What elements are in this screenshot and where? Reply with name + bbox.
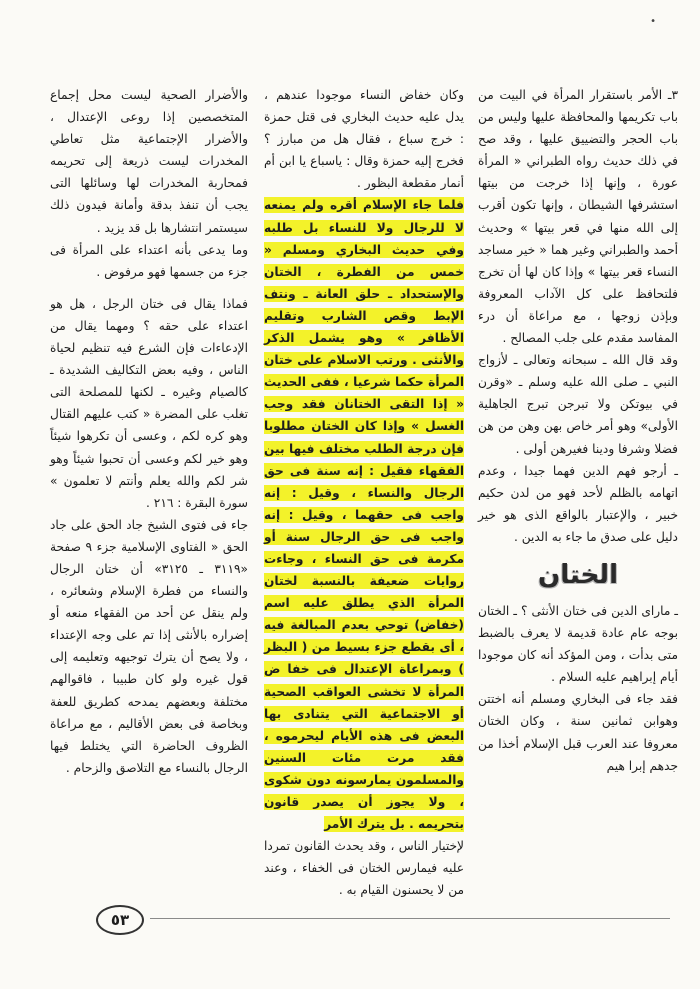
yellow-highlight: فلما جاء الإسلام أقره ولم يمنعه لا للرجال ولا للنساء بل طلبه وفي حديث البخاري ومسلم « خمس من الفطرة ، الختان والإستحداد ـ حلق العانة ـ ونتف الإبط وقص الشارب وتقليم الأظافر » وهو يشمل الذكر والأنثى . ورتب الاسلام على ختان المرأة حكما شرعيا ، ففى الحديث « إذا التقى الختانان فقد وجب الغسل » وإذا كان الختان مطلوبا فإن درجة الطلب مختلف فيها بين الفقهاء فقيل : إنه سنة فى حق الرجال والنساء ، وقيل : إنه واجب فى حقهما ، وقيل : إنه واجب فى حق الرجال سنة أو مكرمة فى حق النساء ، وجاءت روايات ضعيفة بالنسبة لختان المرأة الذي يطلق عليه اسم (خفاض) توحي بعدم المبالغة فيه ، أى بقطع جزء بسيط من ( البظر ) وبمراعاة الإعتدال فى خفا ض المرأة لا تخشى العواقب الصحية أو الاجتماعية التي يتنادى بها البعض فى هذه الأيام ليحرموه ، فقد مرت مئات السنين والمسلمون يمارسونه دون شكوى ، ولا يجوز أن يصدر قانون بتحريمه . بل يترك الأمر: [264, 198, 464, 832]
paragraph: ٣ـ الأمر باستقرار المرأة في البيت من باب تكريمها والمحافظة عليها وليس من باب الحجر والتضييق عليها ، وقد صح في ذلك حديث رواه الطبراني « المرأة عورة ، وإنها إذا خرجت من بيتها استشرفها الشيطان ، وإنها تكون أقرب إلى الله منها في قعر بيتها » وحديث أحمد والطبراني وغير هما « خير مساجد النساء قعر بيتها » وإذا كان لها أن تخرج فلتحافظ على كل الآداب المعروفة وبإذن زوجها ، مع مراعاة أن درء المفاسد مقدم على جلب المصالح .: [478, 88, 678, 346]
middle-column: [264, 84, 464, 901]
paragraph-gap: [50, 283, 248, 293]
left-column: [50, 84, 248, 779]
section-heading: الختان: [538, 559, 618, 590]
paragraph: فماذا يقال فى ختان الرجل ، هل هو اعتداء على حقه ؟ ومهما يقال من الإدعاءات فإن الشرع فيه تنظيم لحياة الناس ، وفيه بعض التكاليف الشديدة ـ كالصيام وغيره ـ لكنها للمصلحة التى تغلب على المضرة « كتب عليهم القتال وهو كره لكم ، وعسى أن تكرهوا شيئاً وهو خير لكم وعسى أن تحبوا شيئاً وهو شر لكم والله يعلم وأنتم لا تعلمون » سورة البقرة : ٢١٦ .: [50, 296, 248, 510]
paragraph: ـ ماراى الدين فى ختان الأنثى ؟ ـ الختان بوجه عام عادة قديمة لا يعرف بالضبط متى بدأت ، ومن المؤكد أنه كان موجودا أيام إبراهيم عليه السلام .: [478, 603, 678, 685]
highlighted-passage: [264, 194, 464, 835]
paragraph: ـ أرجو فهم الدين فهما جيدا ، وعدم اتهامه بالظلم لأحد فهو من لدن حكيم خبير ، والإعتبار بالواقع الذى هو خير دليل على صدق ما جاء به الدين .: [478, 463, 678, 544]
paragraph: وقد قال الله ـ سبحانه وتعالى ـ لأزواج النبي ـ صلى الله عليه وسلم ـ «وقرن في بيوتكن ولا تبرجن تبرج الجاهلية الأولى» وهو أمر خاص بهن وهن من هن فضلا وشرفا ودينا فغيرهن أولى .: [478, 353, 678, 456]
page-number: ٥٣: [96, 905, 144, 935]
corner-mark: •: [650, 16, 656, 27]
paragraph: فقد جاء فى البخاري ومسلم أنه اختتن وهوابن ثمانين سنة ، وكان الختان معروفا عند العرب قبل الإسلام أخذا من جدهم إبرا هيم: [478, 692, 678, 773]
paragraph: لإختيار الناس ، وقد يحدث القانون تمردا عليه فيمارس الختان فى الخفاء ، وعند من لا يحسنون القيام به .: [264, 839, 464, 898]
paragraph: جاء فى فتوى الشيخ جاد الحق على جاد الحق « الفتاوى الإسلامية جزء ٩ صفحة «٣١١٩ ـ ٣١٢٥» أن ختان الرجال والنساء من فطرة الإسلام وشعائره ، ولم ينقل عن أحد من الفقهاء منعه أو إضراره بالأنثى إذا تم على وجه الإعتداء ، ولا يصح أن يترك توجيهه وتعليمه إلى قول غيره ولو كان طبيبا ، فاقوالهم مختلفة وبعضهم يمدحه كطريق للعفة وبخاصة فى بعض الأقاليم ، مع مراعاة الظروف الحاضرة التي يختلط فيها الرجال بالنساء مع التلاصق والزحام .: [50, 517, 249, 775]
paragraph: وما يدعى بأنه اعتداء على المرأة فى جزء من جسمها فهو مرفوض .: [50, 242, 248, 279]
footer-rule: [150, 918, 670, 919]
paragraph: وكان خفاض النساء موجودا عندهم ، يدل عليه حديث البخاري فى قتل حمزة : خرج سباع ، فقال هل من مبارز ؟ فخرج إليه حمزة وقال : ياسباع يا ابن أم أنمار مقطعة البظور .: [264, 88, 464, 191]
right-column: [478, 84, 678, 777]
paragraph: والأضرار الصحية ليست محل إجماع المتخصصين إذا روعى الإعتدال ، والأضرار الإجتماعية مثل تعاطي المخدرات ليست ذريعة إلى تحريمه فمحاربة المخدرات لها وسائلها التى يجب أن تنفذ بدقة وأمانة فيدون ذلك سيستمر انتشارها بل قد يزيد .: [50, 88, 248, 235]
